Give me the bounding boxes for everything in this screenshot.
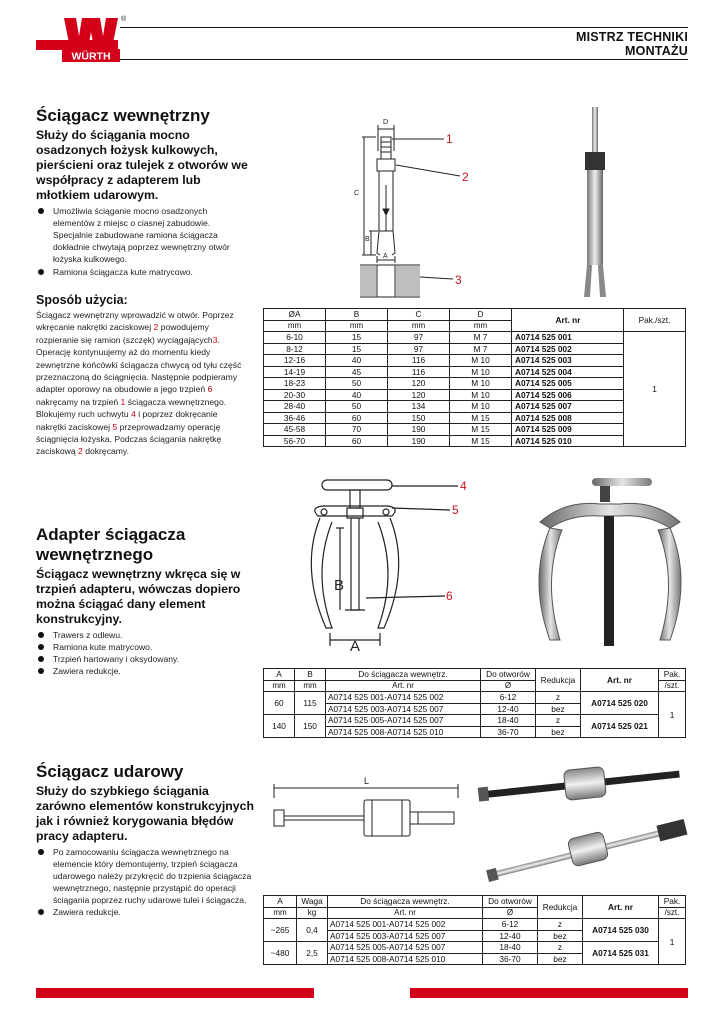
table-cell: 150 <box>295 715 326 738</box>
adapter-table <box>263 668 686 738</box>
table-cell: M 10 <box>450 355 512 367</box>
table-cell: A0714 525 008-A0714 525 010 <box>328 953 483 965</box>
table-row <box>264 715 686 727</box>
section1-text <box>36 106 248 458</box>
table-cell: 70 <box>326 424 388 436</box>
art-nr-cell: A0714 525 007 <box>512 401 624 413</box>
table-cell: 8-12 <box>264 343 326 355</box>
table-cell: M 7 <box>450 332 512 344</box>
list-item: Ramiona kute matrycowo. <box>36 641 254 653</box>
art-nr-cell: A0714 525 003 <box>512 355 624 367</box>
list-item: Zawiera redukcje. <box>36 906 254 918</box>
table-cell: 50 <box>326 378 388 390</box>
table-cell: 18-23 <box>264 378 326 390</box>
table-cell: 36-70 <box>481 726 536 738</box>
col-header: C <box>388 309 450 321</box>
table-cell: 56-70 <box>264 435 326 447</box>
col-header: Art. nr <box>583 896 659 919</box>
bottom-red-bar-right <box>410 988 688 998</box>
dim-label-b2: B <box>334 577 345 594</box>
table-cell: 2,5 <box>297 942 328 965</box>
section2-title-line1: Adapter ściągacza <box>36 525 186 544</box>
table-cell: 45-58 <box>264 424 326 436</box>
table-cell: M 15 <box>450 424 512 436</box>
art-nr-cell: A0714 525 020 <box>581 692 659 715</box>
table-row <box>264 343 686 355</box>
art-nr-cell: A0714 525 005 <box>512 378 624 390</box>
col-header: A <box>264 669 295 681</box>
usage-ref: 3 <box>212 334 218 345</box>
header-title <box>576 30 688 58</box>
table-row <box>264 389 686 401</box>
col-unit: Ø <box>481 680 536 692</box>
table-cell: z <box>536 715 581 727</box>
table-cell: 116 <box>388 355 450 367</box>
table-cell: 6-12 <box>481 692 536 704</box>
section2-text <box>36 525 254 677</box>
col-header: Pak. <box>659 896 686 908</box>
wurth-logo <box>60 18 122 64</box>
usage-part: i poprzez dokręcanie nakrętki zaciskowej <box>36 409 218 432</box>
table-cell: z <box>538 942 583 954</box>
section1-bullets <box>36 205 248 278</box>
header-line-top <box>120 27 688 28</box>
col-header: Do ściągacza wewnętrz. <box>328 896 483 908</box>
col-header: Do ściągacza wewnętrz. <box>326 669 481 681</box>
table-cell: 18-40 <box>481 715 536 727</box>
table-cell: 120 <box>388 378 450 390</box>
table-cell: 120 <box>388 389 450 401</box>
col-unit: Art. nr <box>328 907 483 919</box>
header-title-line2: MONTAŻU <box>625 44 688 58</box>
col-unit: mm <box>264 680 295 692</box>
table-cell: bez <box>536 726 581 738</box>
list-item: Zawiera redukcje. <box>36 665 254 677</box>
table-cell: M 10 <box>450 378 512 390</box>
table-row <box>264 401 686 413</box>
callout-5: 5 <box>452 503 459 517</box>
table-cell: A0714 525 001-A0714 525 002 <box>328 919 483 931</box>
header-title-line1: MISTRZ TECHNIKI <box>575 30 688 44</box>
dim-label-l: L <box>364 776 370 786</box>
table-cell: 190 <box>388 435 450 447</box>
table-cell: 60 <box>326 435 388 447</box>
table-cell: 97 <box>388 343 450 355</box>
header-line-bottom <box>120 59 688 60</box>
art-nr-cell: A0714 525 030 <box>583 919 659 942</box>
dim-label-c: C <box>354 190 360 197</box>
col-unit: mm <box>264 320 326 332</box>
dim-label-d: D <box>383 119 389 126</box>
table-cell: A0714 525 005-A0714 525 007 <box>328 942 483 954</box>
table-cell: 18-40 <box>483 942 538 954</box>
col-header: Pak./szt. <box>624 309 686 332</box>
table-cell: A0714 525 003-A0714 525 007 <box>328 930 483 942</box>
usage-part: Ściągacz wewnętrzny wprowadzić w otwór. Poprzez wkręcanie nakrętki zaciskowej <box>36 310 234 333</box>
list-item: Umożliwia ściąganie mocno osadzonych elementów z miejsc o ciasnej zabudowie. Specjalnie zabudowane ramiona ściągacza dokładnie chwytają poprzez wewnętrzny otwór łożyska kulkowego. <box>36 205 248 265</box>
col-header: A <box>264 896 297 908</box>
table-cell: 15 <box>326 332 388 344</box>
art-nr-cell: A0714 525 031 <box>583 942 659 965</box>
dim-label-a: A <box>383 253 388 260</box>
usage-title: Sposób użycia: <box>36 293 128 307</box>
list-item: Trzpień hartowany i oksydowany. <box>36 653 254 665</box>
slide-hammer-table <box>263 895 686 965</box>
art-nr-cell: A0714 525 006 <box>512 389 624 401</box>
col-unit: mm <box>295 680 326 692</box>
table-cell: 140 <box>264 715 295 738</box>
table-cell: bez <box>536 703 581 715</box>
pak-cell: 1 <box>624 332 686 447</box>
table-cell: 40 <box>326 389 388 401</box>
table-row <box>264 332 686 344</box>
registered-mark: ® <box>121 16 127 23</box>
section2-lead: Ściągacz wewnętrzny wkręca się w trzpień adapteru, wówczas dopiero można ściągać dany element konstrukcyjny. <box>36 567 241 626</box>
art-nr-cell: A0714 525 010 <box>512 435 624 447</box>
section3-text <box>36 762 254 918</box>
pak-cell: 1 <box>659 919 686 965</box>
col-header: D <box>450 309 512 321</box>
table-row <box>264 424 686 436</box>
table-cell: 50 <box>326 401 388 413</box>
art-nr-cell: A0714 525 004 <box>512 366 624 378</box>
col-header: Pak. <box>659 669 686 681</box>
usage-ref: 5 <box>112 421 118 432</box>
table-cell: 0,4 <box>297 919 328 942</box>
callout-1: 1 <box>446 132 453 146</box>
col-unit: Art. nr <box>326 680 481 692</box>
logo-brand-text: WÜRTH <box>71 50 111 63</box>
inner-puller-photo <box>570 105 620 300</box>
table-cell: 115 <box>295 692 326 715</box>
section3-lead: Służy do szybkiego ściągania zarówno elementów konstrukcyjnych jak i również korygowania błędów pracy adapteru. <box>36 784 254 843</box>
pak-cell: 1 <box>659 692 686 738</box>
dim-label-a2: A <box>350 638 361 653</box>
col-unit: /szt. <box>659 680 686 692</box>
table-cell: bez <box>538 953 583 965</box>
table-cell: M 10 <box>450 366 512 378</box>
callout-6: 6 <box>446 589 453 603</box>
col-unit: mm <box>450 320 512 332</box>
art-nr-cell: A0714 525 009 <box>512 424 624 436</box>
table-row <box>264 412 686 424</box>
table-cell: M 10 <box>450 401 512 413</box>
table-cell: 190 <box>388 424 450 436</box>
table-cell: ~265 <box>264 919 297 942</box>
table-cell: 6-10 <box>264 332 326 344</box>
art-nr-cell: A0714 525 002 <box>512 343 624 355</box>
bottom-red-bar-left <box>36 988 314 998</box>
section2-title-line2: wewnętrznego <box>36 545 154 564</box>
table-cell: M 15 <box>450 435 512 447</box>
list-item: Ramiona ściągacza kute matrycowo. <box>36 266 248 278</box>
callout-2: 2 <box>462 170 469 184</box>
usage-ref: 6 <box>207 384 213 395</box>
usage-part: powodujemy rozpieranie się ramion (szczęk) wyciągających <box>36 322 213 345</box>
slide-hammer-photo <box>470 755 690 885</box>
table-cell: 15 <box>326 343 388 355</box>
usage-part: dokręcamy. <box>82 446 129 457</box>
table-cell: 97 <box>388 332 450 344</box>
list-item: Trawers z odlewu. <box>36 629 254 641</box>
table-cell: 60 <box>264 692 295 715</box>
col-unit: mm <box>326 320 388 332</box>
table-cell: 36-46 <box>264 412 326 424</box>
table-cell: M 7 <box>450 343 512 355</box>
usage-text <box>36 309 248 458</box>
col-header: ØA <box>264 309 326 321</box>
table-row <box>264 366 686 378</box>
table-cell: 12-40 <box>483 930 538 942</box>
col-unit: mm <box>388 320 450 332</box>
table-cell: A0714 525 008-A0714 525 010 <box>326 726 481 738</box>
table-row <box>264 435 686 447</box>
art-nr-cell: A0714 525 008 <box>512 412 624 424</box>
table-cell: M 10 <box>450 389 512 401</box>
col-unit: /szt. <box>659 907 686 919</box>
table-cell: A0714 525 003-A0714 525 007 <box>326 703 481 715</box>
table-cell: ~480 <box>264 942 297 965</box>
table-cell: z <box>538 919 583 931</box>
table-cell: 12-16 <box>264 355 326 367</box>
col-header: Do otworów <box>483 896 538 908</box>
table-cell: 150 <box>388 412 450 424</box>
usage-ref: 2 <box>153 322 159 333</box>
table-cell: 60 <box>326 412 388 424</box>
inner-puller-table <box>263 308 686 447</box>
section3-bullets <box>36 846 254 918</box>
section3-title: Ściągacz udarowy <box>36 762 184 781</box>
art-nr-cell: A0714 525 001 <box>512 332 624 344</box>
table-cell: M 15 <box>450 412 512 424</box>
art-nr-cell: A0714 525 021 <box>581 715 659 738</box>
col-header: Art. nr <box>581 669 659 692</box>
usage-part: przeprowadzamy operację ściągnięcia łożyska. Podczas ściągania nakrętkę zaciskową <box>36 421 222 457</box>
col-unit: Ø <box>483 907 538 919</box>
table-row <box>264 355 686 367</box>
table-cell: A0714 525 001-A0714 525 002 <box>326 692 481 704</box>
table-cell: bez <box>538 930 583 942</box>
adapter-drawing <box>300 478 470 653</box>
table-cell: 36-70 <box>483 953 538 965</box>
table-cell: A0714 525 005-A0714 525 007 <box>326 715 481 727</box>
table-row <box>264 919 686 931</box>
callout-4: 4 <box>460 479 467 493</box>
adapter-photo <box>530 470 690 650</box>
table-cell: 40 <box>326 355 388 367</box>
usage-part: ściągacza wewnętrznego. Blokujemy ruch uchwytu <box>36 396 227 420</box>
table-cell: 20-30 <box>264 389 326 401</box>
table-cell: z <box>536 692 581 704</box>
table-cell: 45 <box>326 366 388 378</box>
table-cell: 116 <box>388 366 450 378</box>
list-item: Po zamocowaniu ściągacza wewnętrznego na elemencie który demontujemy, trzpień ściągacza udarowego należy przykręcić do trzpienia ściągacza wewnętrznego, następnie przystąpić do operacji ściągania poprzez ruchy udarowe tulei i ściągacza. <box>36 846 254 906</box>
slide-hammer-drawing <box>268 772 468 842</box>
table-cell: 14-19 <box>264 366 326 378</box>
col-unit: mm <box>264 907 297 919</box>
section1-lead: Służy do ściągania mocno osadzonych łożysk kulkowych, pierścieni oraz tulejek z otworów we współpracy z adapterem lub młotkiem udarowym. <box>36 128 248 202</box>
table-row <box>264 378 686 390</box>
usage-part: . Operację kontynuujemy aż do momentu kiedy zewnętrzne końcówki ściągacza chwycą od tyłu część przeznaczoną do ściągnięcia. Następnie podpieramy adapter oporowy na obudowie a jego trzpień <box>36 334 242 395</box>
dim-label-b: B <box>365 236 370 243</box>
section2-bullets <box>36 629 254 677</box>
usage-part: nakręcamy na trzpień <box>36 396 121 407</box>
table-row <box>264 692 686 704</box>
usage-ref: 2 <box>78 446 83 457</box>
table-cell: 134 <box>388 401 450 413</box>
col-header: Art. nr <box>512 309 624 332</box>
table-row <box>264 942 686 954</box>
inner-puller-drawing <box>340 115 480 300</box>
col-header: Redukcja <box>536 669 581 692</box>
section1-title: Ściągacz wewnętrzny <box>36 106 210 125</box>
col-header: B <box>326 309 388 321</box>
usage-ref: 4 <box>131 409 136 420</box>
usage-ref: 1 <box>120 396 126 407</box>
col-header: B <box>295 669 326 681</box>
callout-3: 3 <box>455 273 462 287</box>
table-cell: 12-40 <box>481 703 536 715</box>
table-cell: 6-12 <box>483 919 538 931</box>
col-unit: kg <box>297 907 328 919</box>
col-header: Do otworów <box>481 669 536 681</box>
col-header: Waga <box>297 896 328 908</box>
col-header: Redukcja <box>538 896 583 919</box>
table-cell: 28-40 <box>264 401 326 413</box>
